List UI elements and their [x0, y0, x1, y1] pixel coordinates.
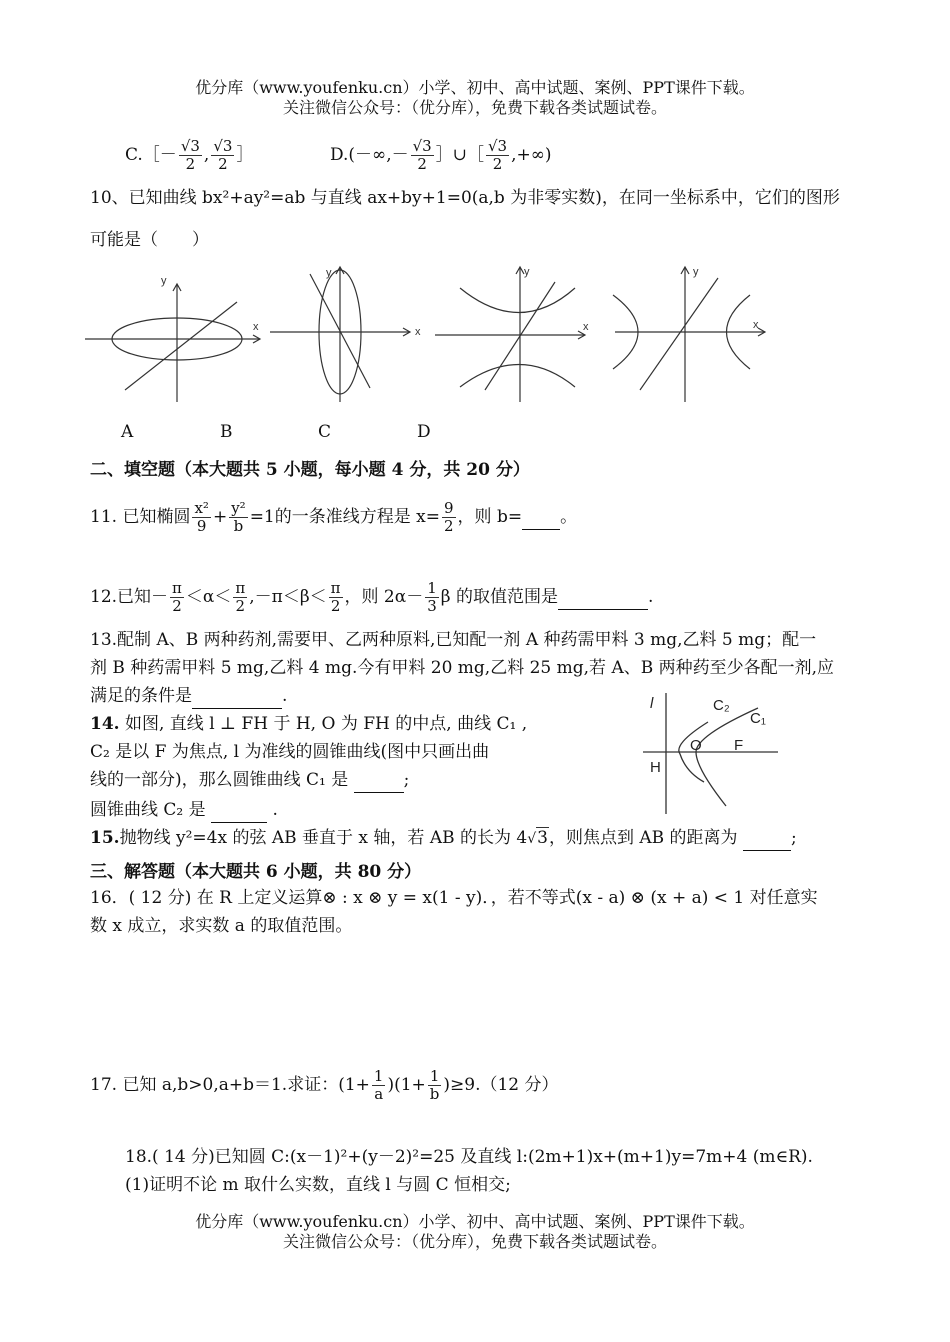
- q14-line3: 线的一部分)，那么圆锥曲线 C₁ 是 ;: [90, 768, 409, 793]
- q14-figure: [638, 688, 783, 816]
- figure-a: [85, 284, 260, 402]
- q11: 11. 已知椭圆 $\frac{\text{x²}}{9}$ + $\frac{\text{y²}}{b}$ =1的一条准线方程是 x= $\frac{9}{2}$ ，则 b= 。: [90, 499, 578, 535]
- figure-d: [613, 267, 765, 402]
- q10-line2: 可能是（ ）: [90, 230, 209, 250]
- page-footer-line2: 关注微信公众号：（优分库），免费下载各类试题试卷。: [282, 1232, 667, 1251]
- q10-line1: 10、已知曲线 bx²+ay²=ab 与直线 ax+by+1=0(a,b 为非零实数)，在同一坐标系中，它们的图形: [90, 188, 840, 208]
- q10-label-b: B: [220, 422, 233, 442]
- figure-c: [435, 267, 585, 402]
- q17: 17. 已知 a,b>0,a+b＝1.求证：(1+ $\frac{1}{a}$ )(1+ $\frac{1}{b}$ )≥9.（12 分）: [90, 1067, 559, 1103]
- q18-line1: 18.( 14 分)已知圆 C:(x－1)²+(y－2)²=25 及直线 l:(2m+1)x+(m+1)y=7m+4 (m∈R).: [125, 1147, 813, 1167]
- q15: 15.抛物线 y²=4x 的弦 AB 垂直于 x 轴，若 AB 的长为 4√3，则焦点到 AB 的距离为 ;: [90, 826, 797, 851]
- svg-text:x: x: [583, 321, 589, 333]
- svg-text:x: x: [753, 319, 759, 331]
- section-2-heading: 二、填空题（本大题共 5 小题，每小题 4 分，共 20 分）: [90, 460, 530, 480]
- svg-text:l: l: [650, 695, 654, 712]
- q12: 12.已知－ $\frac{\pi}{2}$ ＜α＜ $\frac{\pi}{2}$ ,－π＜β＜ $\frac{\pi}{2}$ ，则 2α－ $\frac{1}{3}$ β 的取值范围是 .: [90, 579, 654, 615]
- svg-text:y: y: [693, 266, 699, 278]
- page-header-line1: 优分库（www.youfenku.cn）小学、初中、高中试题、案例、PPT课件下载。: [195, 78, 755, 97]
- svg-text:H: H: [650, 759, 661, 776]
- q13-line3: 满足的条件是 .: [90, 684, 287, 709]
- q10-label-a: A: [121, 422, 134, 442]
- figure-b: [270, 267, 410, 402]
- svg-text:x: x: [415, 326, 421, 338]
- q14-line1: 14. 如图, 直线 l ⊥ FH 于 H, O 为 FH 的中点, 曲线 C₁ ,: [90, 714, 528, 734]
- q10-figures: [85, 262, 785, 412]
- svg-text:C₁: C₁: [750, 710, 766, 727]
- svg-text:F: F: [734, 737, 744, 754]
- q9-option-c: C.［－ $\frac{√3}{2}$ , $\frac{√3}{2}$ ］: [125, 137, 254, 173]
- svg-text:C₂: C₂: [713, 697, 730, 714]
- q13-line2: 剂 B 种药需甲料 5 mg,乙料 4 mg.今有甲料 20 mg,乙料 25 mg,若 A、B 两种药至少各配一剂,应: [90, 658, 835, 678]
- q14-line2: C₂ 是以 F 为焦点, l 为准线的圆锥曲线(图中只画出曲: [90, 742, 490, 762]
- q14-line4: 圆锥曲线 C₂ 是 .: [90, 798, 278, 823]
- svg-text:y: y: [326, 267, 332, 279]
- svg-text:y: y: [524, 266, 530, 278]
- q10-label-d: D: [417, 422, 431, 442]
- section-3-heading: 三、解答题（本大题共 6 小题，共 80 分）: [90, 862, 422, 882]
- q10-label-c: C: [318, 422, 332, 442]
- page-footer-line1: 优分库（www.youfenku.cn）小学、初中、高中试题、案例、PPT课件下载。: [195, 1212, 755, 1231]
- svg-text:x: x: [253, 321, 259, 333]
- svg-text:y: y: [161, 275, 167, 287]
- svg-text:O: O: [690, 737, 702, 754]
- q16-line2: 数 x 成立，求实数 a 的取值范围。: [90, 916, 353, 936]
- q18-line2: (1)证明不论 m 取什么实数，直线 l 与圆 C 恒相交;: [125, 1175, 511, 1195]
- page-header-line2: 关注微信公众号：（优分库），免费下载各类试题试卷。: [282, 98, 667, 117]
- q9-option-d: D.(－∞,－ $\frac{√3}{2}$ ］∪［ $\frac{√3}{2}$ ,+∞): [330, 137, 552, 173]
- q16-line1: 16．( 12 分) 在 R 上定义运算⊗ : x ⊗ y = x(1 - y)．，若不等式(x - a) ⊗ (x + a) < 1 对任意实: [90, 888, 818, 908]
- q13-line1: 13.配制 A、B 两种药剂,需要甲、乙两种原料,已知配一剂 A 种药需甲料 3 mg,乙料 5 mg；配一: [90, 630, 817, 650]
